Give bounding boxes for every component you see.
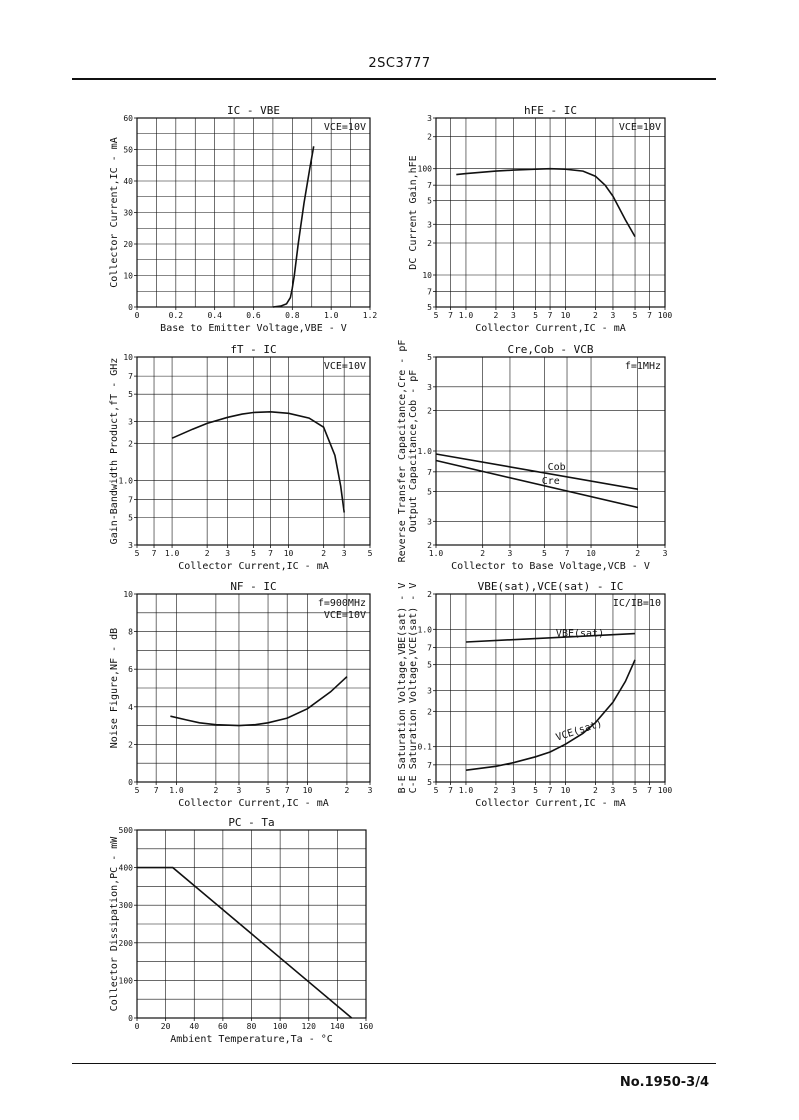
- x-tick-label: 2: [593, 786, 598, 795]
- x-tick-label: 5: [433, 311, 439, 320]
- x-tick-label: 5: [134, 786, 140, 795]
- y-tick-label: 7: [128, 495, 133, 505]
- x-tick-label: 1.0: [323, 311, 339, 320]
- x-tick-label: 0.2: [168, 311, 184, 320]
- x-tick-label: 10: [560, 311, 571, 320]
- x-tick-label: 3: [341, 549, 347, 558]
- y-axis-label: Reverse Transfer Capacitance,Cre - pF: [397, 339, 408, 563]
- x-tick-label: 0.6: [246, 311, 261, 320]
- chart-condition: VCE=10V: [323, 610, 366, 621]
- x-tick-label: 1.0: [164, 549, 180, 558]
- y-tick-label: 0: [128, 1014, 133, 1023]
- x-tick-label: 3: [610, 311, 616, 320]
- chart-pc_ta: [109, 816, 373, 1045]
- y-tick-label: 2: [128, 740, 133, 750]
- x-tick-label: 7: [448, 786, 453, 795]
- x-tick-label: 40: [189, 1022, 200, 1031]
- x-tick-label: 3: [662, 549, 668, 558]
- chart-title: hFE - IC: [524, 104, 577, 117]
- y-tick-label: 300: [118, 901, 133, 911]
- x-axis-label: Collector Current,IC - mA: [178, 798, 329, 809]
- x-tick-label: 2: [635, 549, 641, 558]
- chart-title: PC - Ta: [228, 816, 275, 829]
- x-tick-label: 20: [160, 1022, 171, 1031]
- x-tick-label: 60: [218, 1022, 228, 1031]
- y-tick-label: 30: [123, 208, 133, 218]
- x-tick-label: 2: [493, 786, 499, 795]
- x-tick-label: 2: [593, 311, 598, 320]
- x-tick-label: 0.8: [285, 311, 300, 320]
- x-tick-label: 0.4: [207, 311, 222, 320]
- y-axis-label: Collector Current,IC - mA: [109, 137, 120, 288]
- x-tick-label: 1.0: [428, 549, 444, 558]
- x-axis-label: Ambient Temperature,Ta - °C: [170, 1034, 333, 1045]
- chart-ft_ic: [109, 343, 373, 572]
- x-tick-label: 2: [213, 786, 219, 795]
- x-tick-label: 5: [541, 549, 547, 558]
- x-tick-label: 1.2: [362, 311, 378, 320]
- y-tick-label: 3: [427, 686, 432, 696]
- x-tick-label: 100: [657, 311, 673, 320]
- series-line: [172, 412, 344, 513]
- series-label: VCE(sat): [554, 718, 604, 744]
- y-tick-label: 0.1: [417, 742, 432, 752]
- x-tick-label: 0: [134, 1022, 140, 1031]
- x-tick-label: 10: [586, 549, 596, 558]
- y-tick-label: 7: [427, 760, 432, 770]
- y-tick-label: 400: [118, 863, 133, 873]
- x-tick-label: 2: [204, 549, 210, 558]
- x-tick-label: 5: [533, 786, 538, 795]
- y-tick-label: 3: [427, 114, 432, 123]
- x-tick-label: 7: [268, 549, 273, 558]
- y-tick-label: 2: [427, 707, 432, 717]
- chart-condition: VCE=10V: [323, 122, 366, 133]
- chart-condition: f=1MHz: [624, 361, 661, 372]
- x-tick-label: 3: [610, 786, 616, 795]
- x-tick-label: 7: [564, 549, 570, 558]
- x-tick-label: 140: [330, 1022, 345, 1031]
- x-axis-label: Collector Current,IC - mA: [475, 798, 626, 809]
- series-label: Cob: [547, 462, 566, 474]
- x-tick-label: 7: [547, 786, 553, 795]
- y-tick-label: 50: [123, 145, 133, 155]
- y-tick-label: 500: [118, 826, 133, 835]
- x-tick-label: 7: [647, 786, 652, 795]
- series-label: VBE(sat): [555, 628, 605, 640]
- y-tick-label: 2: [427, 406, 432, 416]
- y-tick-label: 3: [427, 517, 432, 527]
- y-tick-label: 7: [128, 372, 133, 382]
- x-tick-label: 3: [511, 311, 516, 320]
- x-tick-label: 5: [265, 786, 271, 795]
- chart-vsat_ic: [397, 580, 672, 809]
- chart-condition: f=900MHz: [317, 598, 366, 609]
- x-tick-label: 5: [367, 549, 373, 558]
- x-tick-label: 7: [448, 311, 453, 320]
- x-tick-label: 3: [511, 786, 516, 795]
- x-tick-label: 5: [632, 311, 638, 320]
- chart-title: IC - VBE: [227, 104, 280, 117]
- y-tick-label: 5: [128, 513, 133, 523]
- x-tick-label: 7: [284, 786, 290, 795]
- x-tick-label: 80: [246, 1022, 257, 1031]
- x-tick-label: 7: [151, 549, 157, 558]
- x-tick-label: 10: [283, 549, 294, 558]
- footer-rule: [72, 1063, 716, 1064]
- y-tick-label: 100: [118, 976, 133, 986]
- x-tick-label: 100: [272, 1022, 288, 1031]
- y-tick-label: 10: [422, 271, 432, 281]
- y-axis-label: Noise Figure,NF - dB: [109, 627, 120, 749]
- y-axis-label: C-E Saturation Voltage,VCE(sat) - V: [408, 582, 419, 794]
- x-tick-label: 7: [547, 311, 553, 320]
- y-tick-label: 5: [427, 303, 432, 312]
- x-tick-label: 2: [493, 311, 499, 320]
- series-label: Cre: [541, 475, 560, 487]
- x-tick-label: 10: [560, 786, 571, 795]
- y-tick-label: 10: [123, 353, 133, 362]
- x-tick-label: 1.0: [169, 786, 184, 795]
- y-tick-label: 3: [128, 541, 133, 550]
- x-tick-label: 10: [302, 786, 313, 795]
- y-tick-label: 2: [128, 439, 133, 449]
- y-tick-label: 8: [128, 627, 133, 637]
- series-line: [170, 677, 347, 726]
- y-tick-label: 0: [128, 778, 133, 787]
- x-tick-label: 7: [153, 786, 159, 795]
- x-tick-label: 160: [358, 1022, 374, 1031]
- y-tick-label: 40: [123, 177, 133, 186]
- chart-hfe_ic: [408, 104, 672, 334]
- chart-nf_ic: [109, 580, 373, 809]
- x-tick-label: 100: [657, 786, 673, 795]
- y-tick-label: 100: [417, 164, 432, 174]
- x-tick-label: 7: [647, 311, 652, 320]
- y-tick-label: 5: [427, 487, 432, 497]
- chart-title: NF - IC: [230, 580, 277, 593]
- x-tick-label: 5: [251, 549, 256, 558]
- series-line: [456, 169, 635, 237]
- x-tick-label: 3: [367, 786, 373, 795]
- x-axis-label: Collector to Base Voltage,VCB - V: [451, 561, 650, 572]
- y-tick-label: 5: [427, 196, 432, 206]
- series-line-vcesat: [466, 660, 635, 770]
- chart-title: fT - IC: [230, 343, 277, 356]
- x-tick-label: 1.0: [458, 786, 474, 795]
- y-tick-label: 2: [427, 132, 432, 142]
- x-tick-label: 0: [134, 311, 140, 320]
- chart-ic_vbe: [109, 104, 377, 334]
- y-tick-label: 7: [427, 287, 432, 297]
- y-tick-label: 10: [123, 590, 133, 599]
- x-axis-label: Collector Current,IC - mA: [178, 561, 329, 572]
- x-tick-label: 5: [533, 311, 538, 320]
- y-axis-label: DC Current Gain,hFE: [408, 155, 419, 270]
- x-tick-label: 5: [134, 549, 140, 558]
- chart-c_vcb: [397, 340, 668, 572]
- y-tick-label: 4: [128, 702, 133, 712]
- y-tick-label: 2: [427, 541, 432, 550]
- y-tick-label: 6: [128, 665, 133, 675]
- y-tick-label: 60: [123, 114, 133, 123]
- y-tick-label: 2: [427, 590, 432, 599]
- y-tick-label: 7: [427, 181, 432, 191]
- y-tick-label: 3: [128, 417, 133, 427]
- y-tick-label: 1.0: [417, 447, 432, 456]
- y-tick-label: 5: [128, 390, 133, 400]
- x-tick-label: 5: [632, 786, 638, 795]
- y-tick-label: 3: [427, 220, 432, 230]
- x-tick-label: 3: [225, 549, 231, 558]
- x-tick-label: 2: [480, 549, 486, 558]
- y-tick-label: 2: [427, 239, 432, 249]
- x-tick-label: 3: [507, 549, 513, 558]
- x-axis-label: Collector Current,IC - mA: [475, 323, 626, 334]
- chart-condition: VCE=10V: [323, 361, 366, 372]
- y-axis-label: B-E Saturation Voltage,VBE(sat) - V: [397, 582, 408, 794]
- x-tick-label: 1.0: [458, 311, 474, 320]
- y-tick-label: 200: [118, 938, 133, 948]
- y-tick-label: 10: [123, 271, 133, 281]
- x-tick-label: 5: [433, 786, 439, 795]
- y-tick-label: 0: [128, 303, 133, 312]
- x-tick-label: 3: [236, 786, 242, 795]
- x-axis-label: Base to Emitter Voltage,VBE - V: [160, 323, 347, 334]
- y-axis-label: Output Capacitance,Cob - pF: [408, 369, 419, 533]
- page-footer: No.1950-3/4: [619, 1075, 709, 1090]
- x-tick-label: 2: [321, 549, 327, 558]
- y-tick-label: 5: [427, 353, 432, 362]
- series-line: [273, 146, 314, 307]
- plot-frame: [436, 594, 665, 782]
- y-tick-label: 7: [427, 643, 432, 653]
- y-axis-label: Collector Dissipation,PC - mW: [109, 836, 120, 1012]
- x-tick-label: 120: [301, 1022, 316, 1031]
- chart-condition: VCE=10V: [618, 122, 661, 133]
- series-line-vbesat: [466, 634, 635, 642]
- y-tick-label: 20: [123, 240, 133, 249]
- chart-title: VBE(sat),VCE(sat) - IC: [477, 580, 624, 593]
- y-tick-label: 5: [427, 660, 432, 670]
- chart-condition: IC/IB=10: [612, 598, 661, 609]
- y-tick-label: 5: [427, 778, 432, 787]
- x-tick-label: 2: [344, 786, 350, 795]
- y-axis-label: Gain-Bandwidth Product,fT - GHz: [109, 357, 120, 545]
- y-tick-label: 7: [427, 467, 432, 477]
- chart-title: Cre,Cob - VCB: [507, 343, 594, 356]
- y-tick-label: 1.0: [417, 625, 432, 635]
- y-tick-label: 3: [427, 382, 432, 392]
- y-tick-label: 1.0: [118, 476, 133, 486]
- plot-frame: [436, 118, 665, 307]
- part-number: 2SC3777: [368, 56, 431, 71]
